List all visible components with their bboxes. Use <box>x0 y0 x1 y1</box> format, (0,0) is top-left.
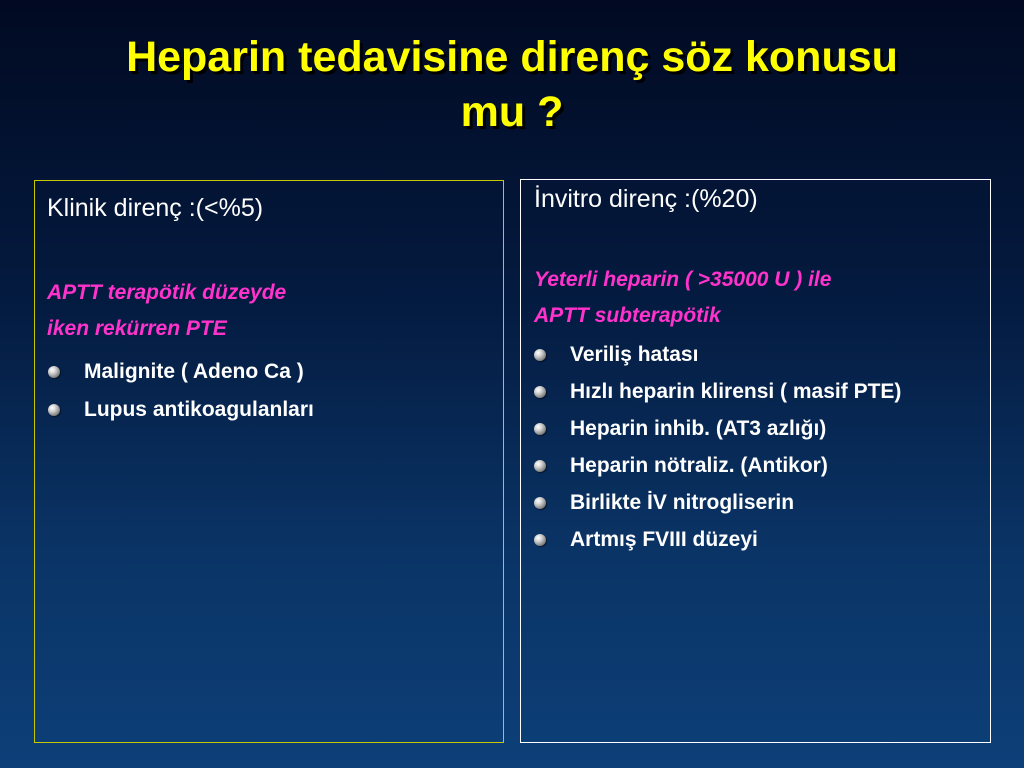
list-item-text: Malignite ( Adeno Ca ) <box>84 360 304 383</box>
clinical-resistance-list <box>45 357 485 433</box>
sphere-bullet-icon <box>534 423 546 435</box>
sphere-bullet-icon <box>534 497 546 509</box>
sphere-bullet-icon <box>534 534 546 546</box>
clinical-resistance-highlight <box>47 275 286 347</box>
list-item-text: Veriliş hatası <box>570 343 699 366</box>
list-item-text: Lupus antikoagulanları <box>84 398 314 421</box>
list-item-text: Artmış FVIII düzeyi <box>570 528 758 551</box>
highlight-line: APTT terapötik düzeyde <box>47 281 287 304</box>
sphere-bullet-icon <box>534 460 546 472</box>
list-item <box>45 395 485 425</box>
clinical-resistance-panel <box>34 180 504 743</box>
list-item-text: Heparin inhib. (AT3 azlığı) <box>570 417 827 440</box>
slide-title-line: mu ? <box>460 88 564 136</box>
sphere-bullet-icon <box>48 404 60 416</box>
highlight-line: iken rekürren PTE <box>47 317 227 340</box>
list-item <box>531 340 971 370</box>
slide-title-line: Heparin tedavisine direnç söz konusu <box>126 33 898 81</box>
invitro-resistance-heading: İnvitro direnç :(%20) <box>534 185 758 213</box>
list-item-text: Heparin nötraliz. (Antikor) <box>570 454 828 477</box>
sphere-bullet-icon <box>534 349 546 361</box>
highlight-line: Yeterli heparin ( >35000 U ) ile <box>534 268 832 291</box>
list-item <box>531 488 971 518</box>
highlight-line: APTT subterapötik <box>534 304 721 327</box>
invitro-resistance-list <box>531 340 971 562</box>
sphere-bullet-icon <box>48 366 60 378</box>
list-item <box>531 451 971 481</box>
list-item <box>531 377 971 407</box>
sphere-bullet-icon <box>534 386 546 398</box>
list-item-text: Hızlı heparin klirensi ( masif PTE) <box>570 380 902 403</box>
list-item-text: Birlikte İV nitrogliserin <box>570 491 795 514</box>
clinical-resistance-heading: Klinik direnç :(<%5) <box>47 194 264 222</box>
invitro-resistance-panel <box>520 179 991 743</box>
list-item <box>45 357 485 387</box>
list-item <box>531 414 971 444</box>
list-item <box>531 525 971 555</box>
slide-title <box>0 30 1024 140</box>
invitro-resistance-highlight <box>534 262 831 334</box>
